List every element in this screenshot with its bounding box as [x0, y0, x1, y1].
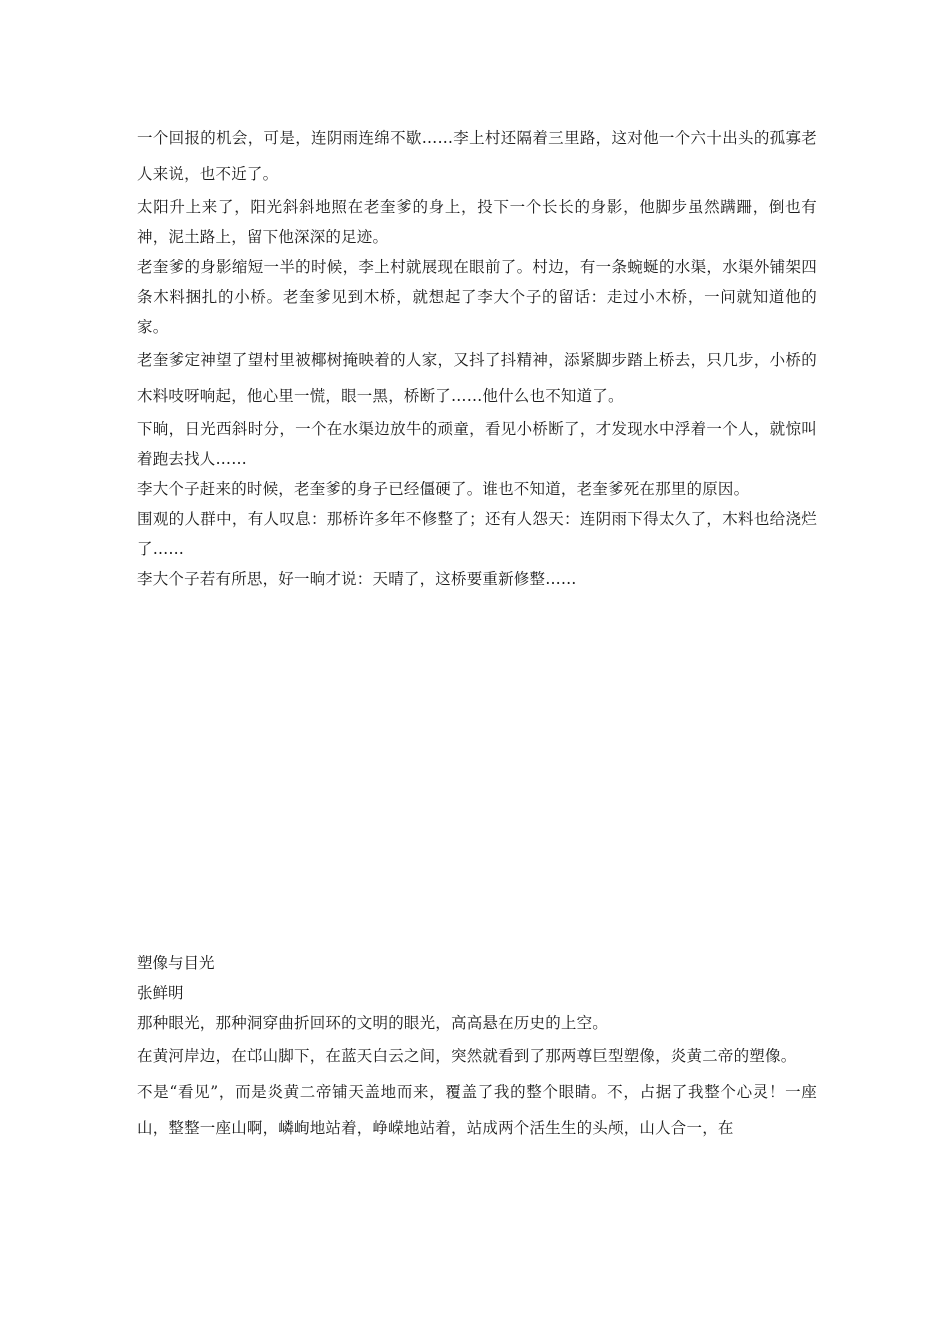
story-one-paragraph-3: 老奎爹的身影缩短一半的时候，李上村就展现在眼前了。村边，有一条蜿蜒的水渠，水渠外铺架四条木料捆扎的小桥。老奎爹见到木桥，就想起了李大个子的留话：走过小木桥，一问就知道他的家。 — [137, 258, 817, 336]
story-two-paragraph-1: 那种眼光，那种洞穿曲折回环的文明的眼光，高高悬在历史的上空。 — [137, 1014, 609, 1032]
story-one-paragraph-2: 太阳升上来了，阳光斜斜地照在老奎爹的身上，投下一个长长的身影，他脚步虽然蹒跚，倒也有神，泥土路上，留下他深深的足迹。 — [137, 198, 817, 246]
story-two-paragraph-2: 在黄河岸边，在邙山脚下，在蓝天白云之间，突然就看到了那两尊巨型塑像，炎黄二帝的塑像。 — [137, 1047, 797, 1065]
story-one-paragraph-4: 老奎爹定神望了望村里被椰树掩映着的人家，又抖了抖精神，添紧脚步踏上桥去，只几步，小桥的木料吱呀响起，他心里一慌，眼一黑，桥断了……他什么也不知道了。 — [137, 351, 817, 405]
story-one-section — [137, 120, 817, 594]
story-two-paragraph-3: 不是“看见”，而是炎黄二帝铺天盖地而来，覆盖了我的整个眼睛。不，占据了我整个心灵！一座山，整整一座山啊，嶙峋地站着，峥嵘地站着，站成两个活生生的头颅，山人合一，在 — [137, 1083, 817, 1137]
story-one-paragraph-5: 下晌，日光西斜时分，一个在水渠边放牛的顽童，看见小桥断了，才发现水中浮着一个人，就惊叫着跑去找人…… — [137, 420, 817, 468]
story-one-paragraph-1: 一个回报的机会，可是，连阴雨连绵不歇……李上村还隔着三里路，这对他一个六十出头的孤寡老人来说，也不近了。 — [137, 129, 817, 183]
story-two-author: 张鲜明 — [137, 984, 184, 1002]
story-two-title: 塑像与目光 — [137, 954, 215, 972]
story-one-paragraph-8: 李大个子若有所思，好一晌才说：天晴了，这桥要重新修整…… — [137, 570, 577, 588]
story-one-paragraph-7: 围观的人群中，有人叹息：那桥许多年不修整了；还有人怨天：连阴雨下得太久了，木料也给浇烂了…… — [137, 510, 817, 558]
story-one-paragraph-6: 李大个子赶来的时候，老奎爹的身子已经僵硬了。谁也不知道，老奎爹死在那里的原因。 — [137, 480, 750, 498]
story-two-section — [137, 948, 817, 1146]
